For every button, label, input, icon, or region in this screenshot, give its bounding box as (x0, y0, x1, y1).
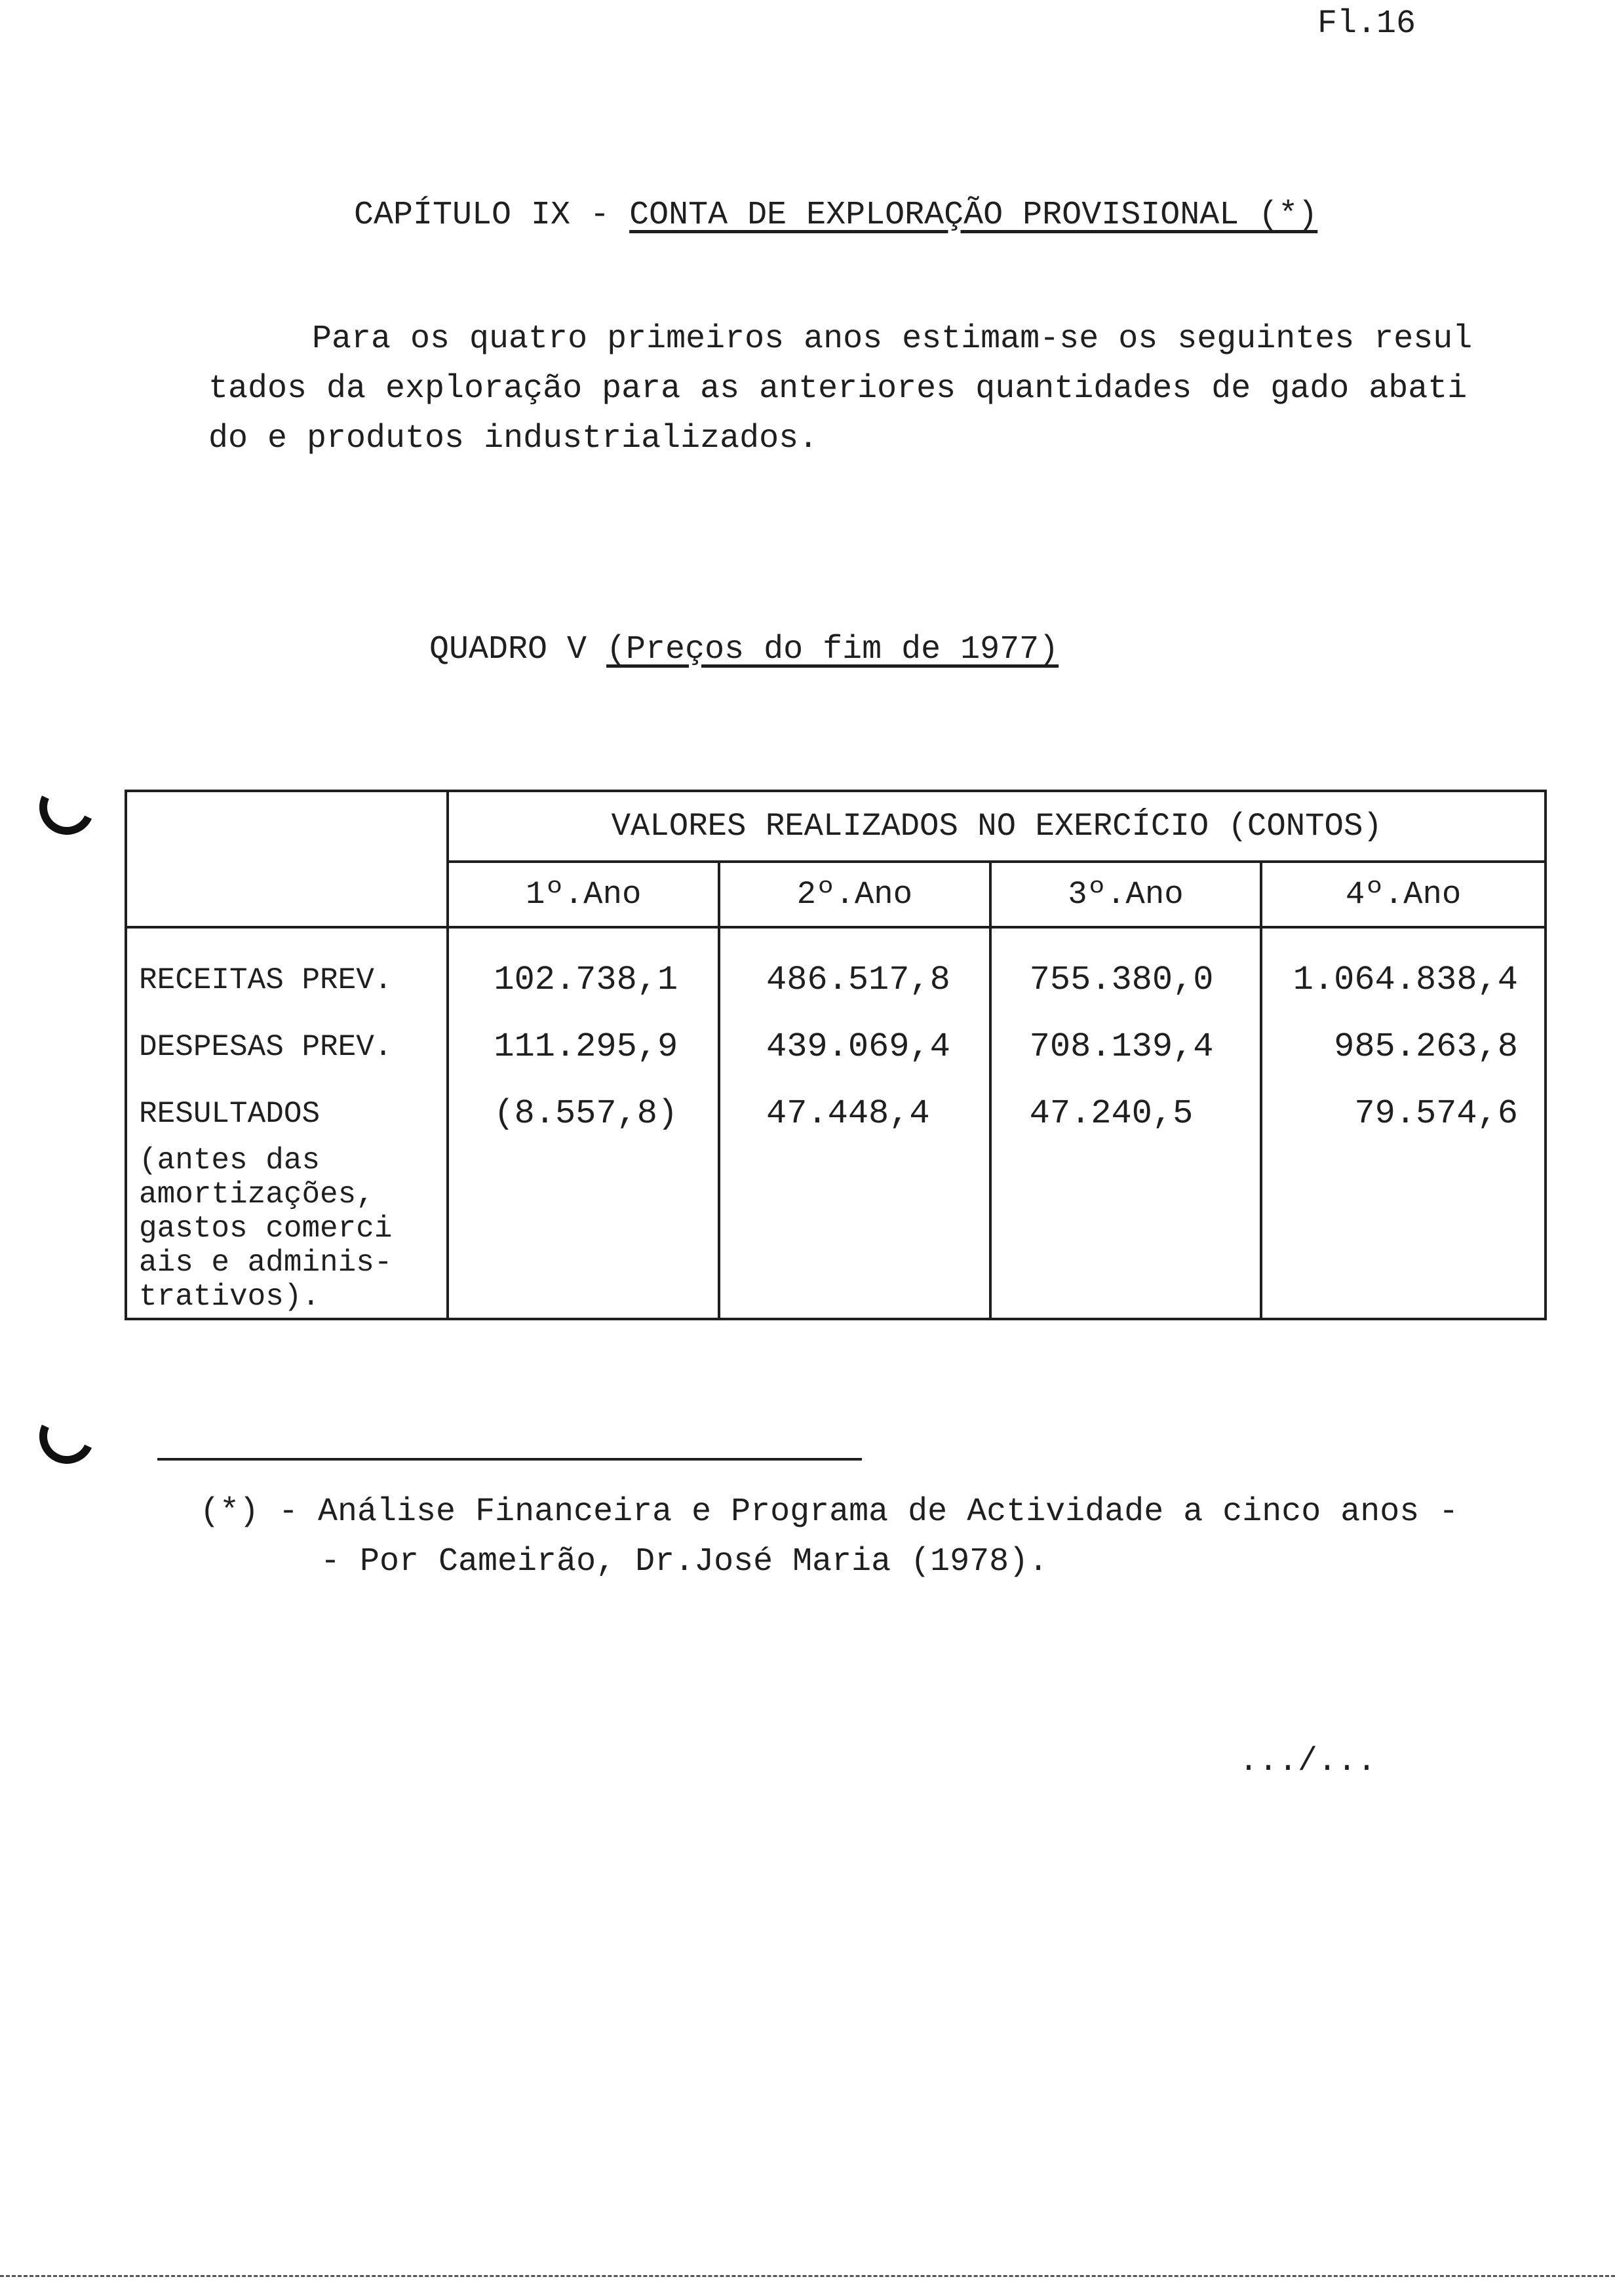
bottom-edge-line (0, 2275, 1615, 2277)
year-1-values (448, 927, 719, 1319)
paragraph-line: tados da exploração para as anteriores quantidades de gado abati (208, 370, 1468, 408)
despesas-value: 439.069,4 (766, 1027, 950, 1066)
receitas-value: 102.738,1 (494, 961, 678, 999)
chapter-title: CONTA DE EXPLORAÇÃO PROVISIONAL (*) (629, 197, 1318, 234)
page-number: Fl.16 (1317, 5, 1416, 43)
year-header: 1º.Ano (448, 862, 719, 927)
row-label-despesas: DESPESAS PREV. (139, 1030, 393, 1064)
receitas-value: 1.064.838,4 (1293, 961, 1518, 999)
receitas-value: 755.380,0 (1029, 961, 1214, 999)
year-4-values (1261, 927, 1546, 1319)
empty-header-cell (126, 791, 448, 927)
footnote (200, 1487, 1458, 1587)
intro-paragraph (208, 315, 1472, 464)
continuation-marker: .../... (1239, 1743, 1377, 1780)
paragraph-line: Para os quatro primeiros anos estimam-se os seguintes resul (312, 320, 1473, 358)
results-table (125, 790, 1547, 1320)
punch-hole-mark (31, 772, 102, 843)
table-caption (429, 631, 1059, 668)
resultados-note (139, 1143, 446, 1314)
resultados-value: 79.574,6 (1354, 1094, 1518, 1133)
resultados-value: 47.240,5 (1029, 1094, 1194, 1133)
receitas-value: 486.517,8 (766, 961, 950, 999)
resultados-value: (8.557,8) (494, 1094, 678, 1133)
note-line: (antes das (139, 1143, 321, 1177)
footnote-rule (157, 1458, 862, 1461)
despesas-value: 985.263,8 (1334, 1027, 1518, 1066)
despesas-value: 708.139,4 (1029, 1027, 1214, 1066)
year-header: 2º.Ano (719, 862, 990, 927)
year-header: 3º.Ano (990, 862, 1262, 927)
resultados-value: 47.448,4 (766, 1094, 930, 1133)
footnote-line: - Por Cameirão, Dr.José Maria (1978). (321, 1543, 1049, 1580)
row-labels-cell (126, 927, 448, 1319)
note-line: gastos comerci (139, 1212, 393, 1246)
footnote-line: (*) - Análise Financeira e Programa de Actividade a cinco anos - (200, 1493, 1459, 1531)
note-line: ais e adminis- (139, 1246, 393, 1280)
group-header: VALORES REALIZADOS NO EXERCÍCIO (CONTOS) (448, 791, 1546, 862)
quadro-subtitle: (Preços do fim de 1977) (606, 631, 1059, 668)
despesas-value: 111.295,9 (494, 1027, 678, 1066)
year-3-values (990, 927, 1262, 1319)
note-line: amortizações, (139, 1177, 374, 1212)
paragraph-line: do e produtos industrializados. (208, 420, 819, 457)
year-2-values (719, 927, 990, 1319)
row-label-receitas: RECEITAS PREV. (139, 963, 393, 997)
chapter-prefix: CAPÍTULO IX - (354, 197, 630, 234)
quadro-label: QUADRO V (429, 631, 607, 668)
note-line: trativos). (139, 1280, 321, 1314)
punch-hole-mark (31, 1401, 102, 1472)
chapter-heading (354, 197, 1317, 234)
year-header: 4º.Ano (1261, 862, 1546, 927)
row-label-resultados: RESULTADOS (139, 1097, 321, 1131)
